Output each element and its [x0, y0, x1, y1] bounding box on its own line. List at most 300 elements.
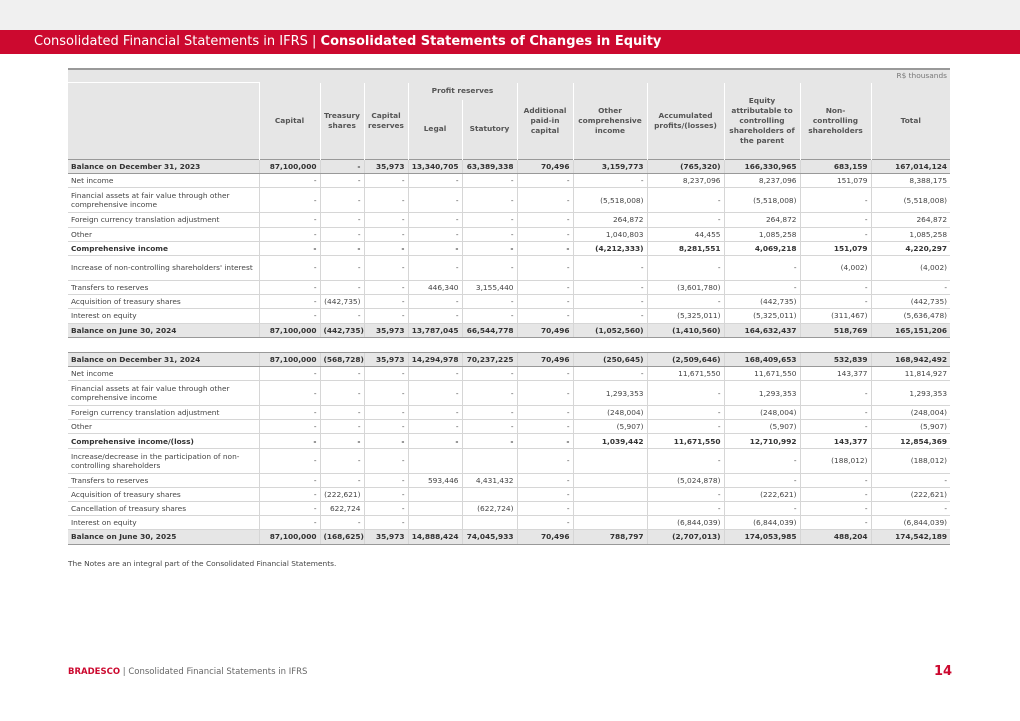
- cell-value: -: [364, 420, 408, 434]
- cell-value: (311,467): [800, 309, 871, 323]
- cell-value: -: [259, 516, 320, 530]
- table-row: [68, 309, 950, 323]
- row-label: Cancellation of treasury shares: [68, 502, 259, 516]
- cell-value: -: [259, 188, 320, 213]
- cell-value: -: [517, 406, 573, 420]
- cell-value: -: [647, 188, 724, 213]
- cell-value: -: [320, 516, 364, 530]
- cell-value: (248,004): [871, 406, 950, 420]
- cell-value: -: [647, 487, 724, 501]
- cell-value: -: [364, 381, 408, 406]
- row-label: Balance on December 31, 2024: [68, 352, 259, 366]
- cell-value: (222,621): [724, 487, 800, 501]
- row-label: Other: [68, 227, 259, 241]
- row-label: Foreign currency translation adjustment: [68, 406, 259, 420]
- cell-value: 788,797: [573, 530, 647, 544]
- table-body: [68, 160, 950, 545]
- cell-value: -: [724, 448, 800, 473]
- cell-value: 11,671,550: [647, 366, 724, 380]
- units-row: [68, 69, 950, 83]
- cell-value: 35,973: [364, 530, 408, 544]
- cell-value: -: [364, 188, 408, 213]
- row-label: Interest on equity: [68, 516, 259, 530]
- cell-value: -: [517, 280, 573, 294]
- cell-value: 593,446: [408, 473, 462, 487]
- row-label: Transfers to reserves: [68, 280, 259, 294]
- cell-value: -: [320, 420, 364, 434]
- header-prefix: Consolidated Financial Statements in IFRS |: [34, 34, 317, 49]
- cell-value: (5,907): [871, 420, 950, 434]
- cell-value: -: [259, 255, 320, 280]
- col-non-controlling: Non-controlling shareholders: [800, 83, 871, 160]
- cell-value: 264,872: [724, 213, 800, 227]
- notes-statement: The Notes are an integral part of the Consolidated Financial Statements.: [68, 559, 337, 568]
- cell-value: -: [871, 502, 950, 516]
- cell-value: 174,542,189: [871, 530, 950, 544]
- cell-value: (5,907): [724, 420, 800, 434]
- cell-value: -: [800, 502, 871, 516]
- cell-value: [573, 473, 647, 487]
- cell-value: -: [800, 516, 871, 530]
- footer: [68, 667, 307, 677]
- cell-value: 13,340,705: [408, 160, 462, 174]
- table-row: [68, 323, 950, 337]
- cell-value: -: [364, 213, 408, 227]
- cell-value: 446,340: [408, 280, 462, 294]
- cell-value: 8,237,096: [724, 174, 800, 188]
- cell-value: -: [259, 295, 320, 309]
- cell-value: 166,330,965: [724, 160, 800, 174]
- row-label: Balance on June 30, 2024: [68, 323, 259, 337]
- cell-value: -: [259, 420, 320, 434]
- cell-value: [573, 516, 647, 530]
- col-group-profit-reserves: Profit reserves: [408, 83, 517, 100]
- cell-value: 14,294,978: [408, 352, 462, 366]
- col-statutory: Statutory: [462, 100, 517, 160]
- cell-value: 4,431,432: [462, 473, 517, 487]
- cell-value: -: [364, 448, 408, 473]
- cell-value: -: [320, 213, 364, 227]
- cell-value: -: [724, 280, 800, 294]
- cell-value: -: [517, 241, 573, 255]
- cell-value: -: [259, 448, 320, 473]
- cell-value: -: [320, 188, 364, 213]
- table-row: [68, 516, 950, 530]
- cell-value: 488,204: [800, 530, 871, 544]
- cell-value: [462, 516, 517, 530]
- cell-value: 3,159,773: [573, 160, 647, 174]
- cell-value: (442,735): [871, 295, 950, 309]
- table-row: [68, 434, 950, 448]
- cell-value: [462, 448, 517, 473]
- table-row: [68, 530, 950, 544]
- cell-value: [408, 448, 462, 473]
- cell-value: -: [408, 227, 462, 241]
- cell-value: [573, 502, 647, 516]
- cell-value: -: [462, 188, 517, 213]
- cell-value: -: [259, 434, 320, 448]
- cell-value: 168,942,492: [871, 352, 950, 366]
- cell-value: (5,907): [573, 420, 647, 434]
- row-label: Increase of non-controlling shareholders' interest: [68, 255, 259, 280]
- row-label: Financial assets at fair value through other comprehensive income: [68, 188, 259, 213]
- cell-value: -: [462, 255, 517, 280]
- section-spacer: [68, 337, 950, 352]
- table-row: [68, 295, 950, 309]
- row-label: Net income: [68, 366, 259, 380]
- cell-value: -: [462, 227, 517, 241]
- cell-value: 622,724: [320, 502, 364, 516]
- cell-value: 8,388,175: [871, 174, 950, 188]
- table-row: [68, 448, 950, 473]
- cell-value: -: [517, 227, 573, 241]
- cell-value: -: [800, 227, 871, 241]
- cell-value: (248,004): [573, 406, 647, 420]
- cell-value: [408, 502, 462, 516]
- cell-value: -: [647, 448, 724, 473]
- cell-value: -: [259, 473, 320, 487]
- cell-value: 143,377: [800, 434, 871, 448]
- cell-value: -: [259, 502, 320, 516]
- cell-value: -: [517, 420, 573, 434]
- cell-value: -: [573, 309, 647, 323]
- table-row: [68, 381, 950, 406]
- cell-value: 70,496: [517, 160, 573, 174]
- cell-value: -: [320, 241, 364, 255]
- col-additional-paid-in-capital: Additional paid-in capital: [517, 83, 573, 160]
- row-label: Increase/decrease in the participation of non-controlling shareholders: [68, 448, 259, 473]
- cell-value: (5,518,008): [724, 188, 800, 213]
- cell-value: 532,839: [800, 352, 871, 366]
- cell-value: -: [364, 241, 408, 255]
- cell-value: 143,377: [800, 366, 871, 380]
- cell-value: 1,085,258: [724, 227, 800, 241]
- cell-value: 63,389,338: [462, 160, 517, 174]
- cell-value: (765,320): [647, 160, 724, 174]
- cell-value: 87,100,000: [259, 352, 320, 366]
- cell-value: -: [320, 280, 364, 294]
- cell-value: 70,496: [517, 352, 573, 366]
- cell-value: -: [647, 420, 724, 434]
- cell-value: -: [364, 227, 408, 241]
- table-row: [68, 255, 950, 280]
- cell-value: -: [259, 381, 320, 406]
- row-label: Transfers to reserves: [68, 473, 259, 487]
- table-row: [68, 188, 950, 213]
- table-row: [68, 174, 950, 188]
- cell-value: (5,518,008): [573, 188, 647, 213]
- cell-value: -: [408, 434, 462, 448]
- cell-value: 87,100,000: [259, 323, 320, 337]
- row-label: Balance on June 30, 2025: [68, 530, 259, 544]
- cell-value: (3,601,780): [647, 280, 724, 294]
- cell-value: -: [517, 188, 573, 213]
- cell-value: -: [259, 241, 320, 255]
- cell-value: -: [408, 309, 462, 323]
- cell-value: -: [320, 309, 364, 323]
- cell-value: 164,632,437: [724, 323, 800, 337]
- cell-value: 1,085,258: [871, 227, 950, 241]
- cell-value: 35,973: [364, 352, 408, 366]
- cell-value: -: [408, 188, 462, 213]
- cell-value: -: [364, 366, 408, 380]
- cell-value: -: [517, 502, 573, 516]
- header-row-1: [68, 83, 950, 100]
- cell-value: (222,621): [871, 487, 950, 501]
- cell-value: -: [462, 309, 517, 323]
- cell-value: [408, 516, 462, 530]
- cell-value: -: [517, 366, 573, 380]
- cell-value: -: [259, 487, 320, 501]
- cell-value: (4,002): [871, 255, 950, 280]
- cell-value: -: [573, 295, 647, 309]
- cell-value: [573, 487, 647, 501]
- cell-value: -: [364, 473, 408, 487]
- cell-value: 168,409,653: [724, 352, 800, 366]
- cell-value: -: [320, 255, 364, 280]
- table-row: [68, 406, 950, 420]
- cell-value: 683,159: [800, 160, 871, 174]
- cell-value: -: [800, 188, 871, 213]
- cell-value: -: [517, 448, 573, 473]
- cell-value: -: [573, 174, 647, 188]
- table-row: [68, 160, 950, 174]
- cell-value: -: [320, 406, 364, 420]
- cell-value: -: [259, 280, 320, 294]
- cell-value: (188,012): [871, 448, 950, 473]
- cell-value: -: [364, 487, 408, 501]
- cell-value: -: [724, 473, 800, 487]
- cell-value: -: [517, 309, 573, 323]
- cell-value: (442,735): [320, 295, 364, 309]
- cell-value: 35,973: [364, 160, 408, 174]
- cell-value: -: [462, 213, 517, 227]
- cell-value: -: [320, 366, 364, 380]
- cell-value: (222,621): [320, 487, 364, 501]
- cell-value: -: [462, 366, 517, 380]
- cell-value: -: [647, 381, 724, 406]
- cell-value: -: [517, 381, 573, 406]
- cell-value: -: [462, 174, 517, 188]
- cell-value: -: [364, 280, 408, 294]
- cell-value: 8,237,096: [647, 174, 724, 188]
- cell-value: -: [517, 473, 573, 487]
- cell-value: -: [800, 381, 871, 406]
- cell-value: -: [320, 381, 364, 406]
- cell-value: (622,724): [462, 502, 517, 516]
- cell-value: -: [517, 213, 573, 227]
- cell-value: (6,844,039): [724, 516, 800, 530]
- cell-value: 4,069,218: [724, 241, 800, 255]
- cell-value: 11,814,927: [871, 366, 950, 380]
- cell-value: -: [364, 434, 408, 448]
- row-label: Foreign currency translation adjustment: [68, 213, 259, 227]
- cell-value: -: [462, 434, 517, 448]
- cell-value: 70,496: [517, 323, 573, 337]
- cell-value: -: [408, 420, 462, 434]
- table-row: [68, 473, 950, 487]
- cell-value: 4,220,297: [871, 241, 950, 255]
- col-capital: Capital: [259, 83, 320, 160]
- cell-value: -: [800, 280, 871, 294]
- cell-value: -: [573, 366, 647, 380]
- cell-value: -: [517, 434, 573, 448]
- cell-value: -: [320, 160, 364, 174]
- cell-value: -: [800, 487, 871, 501]
- col-capital-reserves: Capital reserves: [364, 83, 408, 160]
- table-row: [68, 241, 950, 255]
- cell-value: -: [800, 406, 871, 420]
- row-label: Other: [68, 420, 259, 434]
- cell-value: 44,455: [647, 227, 724, 241]
- cell-value: -: [259, 174, 320, 188]
- cell-value: (568,728): [320, 352, 364, 366]
- col-accumulated-profits: Accumulated profits/(losses): [647, 83, 724, 160]
- cell-value: 11,671,550: [724, 366, 800, 380]
- cell-value: -: [364, 406, 408, 420]
- cell-value: 87,100,000: [259, 530, 320, 544]
- cell-value: -: [724, 255, 800, 280]
- cell-value: -: [647, 295, 724, 309]
- cell-value: -: [462, 420, 517, 434]
- cell-value: -: [800, 295, 871, 309]
- cell-value: -: [462, 241, 517, 255]
- cell-value: [573, 448, 647, 473]
- cell-value: (6,844,039): [647, 516, 724, 530]
- cell-value: 1,293,353: [871, 381, 950, 406]
- changes-in-equity-table: [68, 68, 950, 545]
- table-row: [68, 227, 950, 241]
- cell-value: -: [320, 174, 364, 188]
- cell-value: (1,410,560): [647, 323, 724, 337]
- cell-value: 8,281,551: [647, 241, 724, 255]
- cell-value: 518,769: [800, 323, 871, 337]
- cell-value: 1,293,353: [573, 381, 647, 406]
- cell-value: 264,872: [573, 213, 647, 227]
- cell-value: -: [408, 295, 462, 309]
- cell-value: -: [517, 487, 573, 501]
- cell-value: (4,212,333): [573, 241, 647, 255]
- cell-value: (188,012): [800, 448, 871, 473]
- cell-value: (5,636,478): [871, 309, 950, 323]
- table-row: [68, 352, 950, 366]
- cell-value: -: [517, 295, 573, 309]
- cell-value: (5,518,008): [871, 188, 950, 213]
- top-strip: [0, 0, 1020, 30]
- brand-name: BRADESCO: [68, 667, 121, 677]
- cell-value: (442,735): [724, 295, 800, 309]
- cell-value: -: [259, 366, 320, 380]
- cell-value: -: [800, 213, 871, 227]
- cell-value: -: [408, 255, 462, 280]
- cell-value: 12,854,369: [871, 434, 950, 448]
- row-label: Comprehensive income: [68, 241, 259, 255]
- cell-value: -: [364, 295, 408, 309]
- cell-value: -: [259, 227, 320, 241]
- cell-value: -: [259, 406, 320, 420]
- cell-value: 165,151,206: [871, 323, 950, 337]
- cell-value: -: [320, 434, 364, 448]
- cell-value: 70,237,225: [462, 352, 517, 366]
- cell-value: 74,045,933: [462, 530, 517, 544]
- cell-value: -: [320, 473, 364, 487]
- cell-value: 14,888,424: [408, 530, 462, 544]
- cell-value: -: [871, 280, 950, 294]
- cell-value: (2,509,646): [647, 352, 724, 366]
- cell-value: (5,325,011): [724, 309, 800, 323]
- row-label: Financial assets at fair value through other comprehensive income: [68, 381, 259, 406]
- page-number: 14: [934, 664, 953, 679]
- cell-value: 264,872: [871, 213, 950, 227]
- cell-value: (1,052,560): [573, 323, 647, 337]
- cell-value: 167,014,124: [871, 160, 950, 174]
- cell-value: -: [408, 366, 462, 380]
- row-label: Interest on equity: [68, 309, 259, 323]
- cell-value: -: [408, 174, 462, 188]
- col-total: Total: [871, 83, 950, 160]
- cell-value: -: [364, 255, 408, 280]
- cell-value: 35,973: [364, 323, 408, 337]
- section-header: [0, 30, 1020, 54]
- cell-value: -: [364, 174, 408, 188]
- cell-value: -: [320, 448, 364, 473]
- cell-value: 70,496: [517, 530, 573, 544]
- cell-value: 174,053,985: [724, 530, 800, 544]
- table-row: [68, 280, 950, 294]
- table-row: [68, 487, 950, 501]
- cell-value: -: [320, 227, 364, 241]
- cell-value: (168,625): [320, 530, 364, 544]
- table-row: [68, 502, 950, 516]
- cell-value: -: [647, 502, 724, 516]
- cell-value: -: [408, 406, 462, 420]
- col-other-comprehensive-income: Other comprehensive income: [573, 83, 647, 160]
- cell-value: 1,040,803: [573, 227, 647, 241]
- cell-value: -: [647, 255, 724, 280]
- col-equity-attributable: Equity attributable to controlling shareholders of the parent: [724, 83, 800, 160]
- row-label: Acquisition of treasury shares: [68, 487, 259, 501]
- cell-value: 87,100,000: [259, 160, 320, 174]
- cell-value: [462, 487, 517, 501]
- cell-value: -: [364, 502, 408, 516]
- cell-value: -: [517, 174, 573, 188]
- footer-text: | Consolidated Financial Statements in IFRS: [122, 667, 308, 677]
- cell-value: (6,844,039): [871, 516, 950, 530]
- cell-value: 1,293,353: [724, 381, 800, 406]
- units-label: R$ thousands: [259, 69, 950, 83]
- cell-value: -: [364, 309, 408, 323]
- cell-value: 66,544,778: [462, 323, 517, 337]
- cell-value: -: [647, 213, 724, 227]
- cell-value: -: [462, 381, 517, 406]
- row-label: Balance on December 31, 2023: [68, 160, 259, 174]
- cell-value: -: [871, 473, 950, 487]
- cell-value: 13,787,045: [408, 323, 462, 337]
- cell-value: -: [259, 309, 320, 323]
- cell-value: -: [573, 255, 647, 280]
- cell-value: -: [364, 516, 408, 530]
- cell-value: 3,155,440: [462, 280, 517, 294]
- cell-value: -: [408, 241, 462, 255]
- cell-value: 11,671,550: [647, 434, 724, 448]
- row-label: Comprehensive income/(loss): [68, 434, 259, 448]
- cell-value: (5,325,011): [647, 309, 724, 323]
- cell-value: [408, 487, 462, 501]
- cell-value: -: [800, 420, 871, 434]
- cell-value: -: [408, 213, 462, 227]
- cell-value: (4,002): [800, 255, 871, 280]
- cell-value: 151,079: [800, 174, 871, 188]
